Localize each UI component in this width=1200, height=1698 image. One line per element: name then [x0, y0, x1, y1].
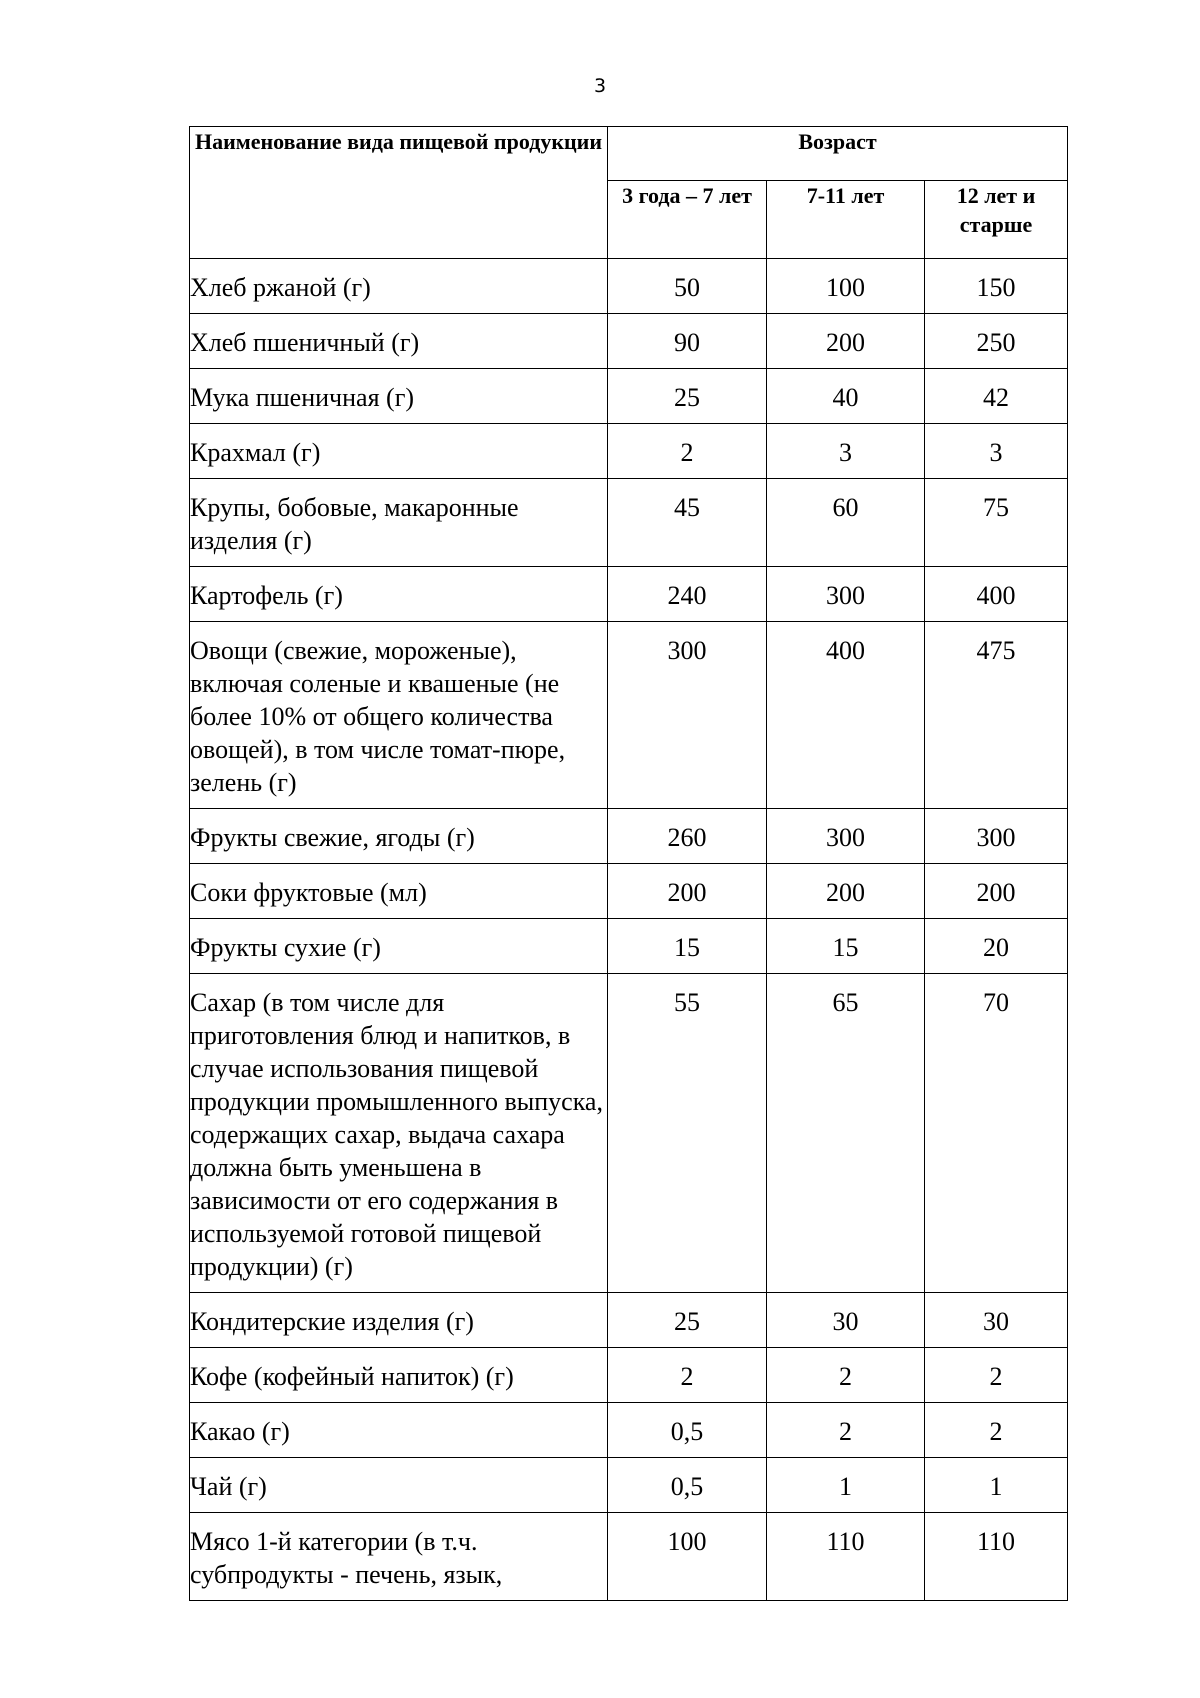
- value-cell: 300: [767, 567, 925, 622]
- product-name-cell: Хлеб ржаной (г): [190, 259, 608, 314]
- value-cell: 50: [608, 259, 767, 314]
- value-cell: 300: [608, 622, 767, 809]
- table-row: [190, 974, 1068, 1293]
- value-cell: 110: [925, 1513, 1068, 1601]
- value-cell: 100: [608, 1513, 767, 1601]
- value-cell: 2: [608, 1348, 767, 1403]
- product-name-cell: Крахмал (г): [190, 424, 608, 479]
- table-header-row: [190, 127, 1068, 181]
- value-cell: 40: [767, 369, 925, 424]
- product-name-cell: Кофе (кофейный напиток) (г): [190, 1348, 608, 1403]
- value-cell: 2: [925, 1403, 1068, 1458]
- value-cell: 25: [608, 369, 767, 424]
- value-cell: 2: [767, 1403, 925, 1458]
- value-cell: 1: [767, 1458, 925, 1513]
- value-cell: 250: [925, 314, 1068, 369]
- value-cell: 300: [925, 809, 1068, 864]
- product-name-cell: Овощи (свежие, мороженые), включая соленые и квашеные (не более 10% от общего количества овощей), в том числе томат-пюре, зелень (г): [190, 622, 608, 809]
- product-name-cell: Мясо 1-й категории (в т.ч. субпродукты - печень, язык,: [190, 1513, 608, 1601]
- table-row: [190, 424, 1068, 479]
- value-cell: 55: [608, 974, 767, 1293]
- product-name-cell: Фрукты свежие, ягоды (г): [190, 809, 608, 864]
- value-cell: 400: [925, 567, 1068, 622]
- header-age-group: Возраст: [608, 127, 1068, 181]
- value-cell: 150: [925, 259, 1068, 314]
- value-cell: 0,5: [608, 1458, 767, 1513]
- header-age-3-7: 3 года – 7 лет: [608, 181, 767, 259]
- value-cell: 20: [925, 919, 1068, 974]
- table-row: [190, 919, 1068, 974]
- food-norms-table: [189, 126, 1068, 1601]
- table-row: [190, 479, 1068, 567]
- value-cell: 400: [767, 622, 925, 809]
- table-row: [190, 1403, 1068, 1458]
- value-cell: 42: [925, 369, 1068, 424]
- value-cell: 15: [608, 919, 767, 974]
- page-number: 3: [593, 75, 607, 97]
- value-cell: 45: [608, 479, 767, 567]
- product-name-cell: Сахар (в том числе для приготовления блюд и напитков, в случае использования пищевой продукции промышленного выпуска, содержащих сахар, выдача сахара должна быть уменьшена в зависимости от его содержания в используемой готовой пищевой продукции) (г): [190, 974, 608, 1293]
- header-product-name: Наименование вида пищевой продукции: [190, 127, 608, 259]
- table-row: [190, 809, 1068, 864]
- table-row: [190, 567, 1068, 622]
- value-cell: 240: [608, 567, 767, 622]
- product-name-cell: Хлеб пшеничный (г): [190, 314, 608, 369]
- value-cell: 260: [608, 809, 767, 864]
- value-cell: 75: [925, 479, 1068, 567]
- value-cell: 70: [925, 974, 1068, 1293]
- table-row: [190, 1348, 1068, 1403]
- value-cell: 15: [767, 919, 925, 974]
- value-cell: 90: [608, 314, 767, 369]
- table-row: [190, 1293, 1068, 1348]
- value-cell: 25: [608, 1293, 767, 1348]
- value-cell: 475: [925, 622, 1068, 809]
- value-cell: 200: [767, 314, 925, 369]
- value-cell: 100: [767, 259, 925, 314]
- value-cell: 3: [767, 424, 925, 479]
- product-name-cell: Картофель (г): [190, 567, 608, 622]
- table-row: [190, 864, 1068, 919]
- value-cell: 200: [767, 864, 925, 919]
- value-cell: 300: [767, 809, 925, 864]
- value-cell: 200: [925, 864, 1068, 919]
- product-name-cell: Кондитерские изделия (г): [190, 1293, 608, 1348]
- value-cell: 30: [767, 1293, 925, 1348]
- table-row: [190, 622, 1068, 809]
- product-name-cell: Крупы, бобовые, макаронные изделия (г): [190, 479, 608, 567]
- value-cell: 2: [925, 1348, 1068, 1403]
- value-cell: 30: [925, 1293, 1068, 1348]
- value-cell: 60: [767, 479, 925, 567]
- value-cell: 110: [767, 1513, 925, 1601]
- table-row: [190, 314, 1068, 369]
- product-name-cell: Какао (г): [190, 1403, 608, 1458]
- value-cell: 200: [608, 864, 767, 919]
- table-row: [190, 1513, 1068, 1601]
- header-age-12-plus: 12 лет и старше: [925, 181, 1068, 259]
- value-cell: 2: [608, 424, 767, 479]
- product-name-cell: Фрукты сухие (г): [190, 919, 608, 974]
- value-cell: 1: [925, 1458, 1068, 1513]
- product-name-cell: Мука пшеничная (г): [190, 369, 608, 424]
- value-cell: 0,5: [608, 1403, 767, 1458]
- value-cell: 65: [767, 974, 925, 1293]
- table-row: [190, 369, 1068, 424]
- value-cell: 3: [925, 424, 1068, 479]
- table-row: [190, 1458, 1068, 1513]
- product-name-cell: Соки фруктовые (мл): [190, 864, 608, 919]
- product-name-cell: Чай (г): [190, 1458, 608, 1513]
- value-cell: 2: [767, 1348, 925, 1403]
- table-row: [190, 259, 1068, 314]
- header-age-7-11: 7-11 лет: [767, 181, 925, 259]
